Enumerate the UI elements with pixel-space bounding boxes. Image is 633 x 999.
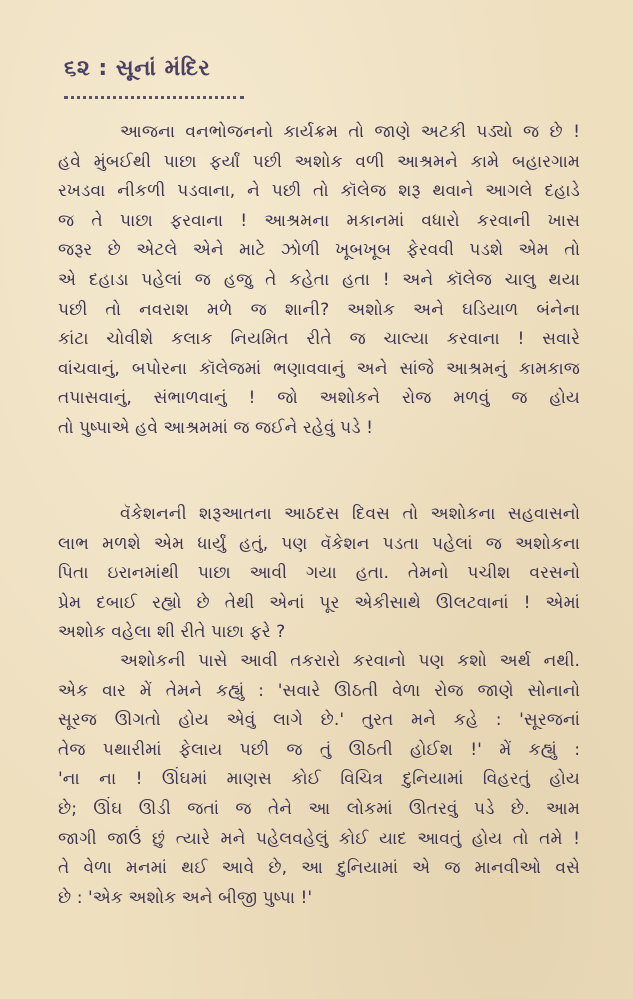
text-line: અશોકની પાસે આવી તકરારો કરવાનો પણ કશો અર્થ નથી. [120,651,580,671]
text-line: પછી તો નવરાશ મળે જ શાની? અશોક અને ઘડિયાળ બંનેના [58,299,580,320]
text-line: પિતા ઇરાનમાંથી પાછા આવી ગયા હતા. તેમનો પચીશ વરસનો [58,563,580,584]
text-line: 'ના ના ! ઊંઘમાં માણસ કોઈ વિચિત્ર દુનિયામાં વિહરતું હોય [58,769,580,790]
paragraph-3 [58,647,580,913]
text-line: જ તે પાછા ફરવાના ! આશ્રમના મકાનમાં વધારો કરવાની ખાસ [58,210,580,231]
text-line: અશોક વહેલા શી રીતે પાછા ફરે ? [58,622,286,643]
text-line: જરૂર છે એટલે એને માટે ઝોળી ખૂબખૂબ ફેરવવી પડશે એમ તો [58,240,580,261]
paragraph-1 [58,118,580,444]
text-line: લાભ મળશે એમ ધાર્યું હતું, પણ વૅકેશન પડતા પહેલાં જ અશોકના [58,533,580,554]
text-line: કાંટા ચોવીશે કલાક નિયમિત રીતે જ ચાલ્યા કરવાના ! સવારે [58,329,580,350]
text-line: તપાસવાનું, સંભાળવાનું ! જો અશોકને રોજ મળવું જ હોય [58,388,580,409]
text-line: એક વાર મેં તેમને કહ્યું : 'સવારે ઊઠતી વેળા રોજ જાણે સોનાનો [58,680,580,701]
text-line: તે વેળા મનમાં થઈ આવે છે, આ દુનિયામાં એ જ માનવીઓ વસે [58,858,580,879]
text-line: આજના વનભોજનનો કાર્યક્રમ તો જાણે અટકી પડ્યો જ છે ! [120,122,580,142]
text-line: પ્રેમ દબાઈ રહ્યો છે તેથી એનાં પૂર એકીસાથે ઊલટવાનાં ! એમાં [58,592,580,613]
text-line: એ દહાડા પહેલાં જ હજુ તે કહેતા હતા ! અને કૉલેજ ચાલુ થયા [58,269,580,290]
text-line: વાંચવાનું, બપોરના કૉલેજમાં ભણાવવાનું અને સાંજે આશ્રમનું કામકાજ [58,358,580,379]
header-dotted-rule [64,96,244,99]
text-line: સૂરજ ઊગતો હોય એવું લાગે છે.' તુરત મને કહે : 'સૂરજનાં [58,710,580,731]
text-line: રખડવા નીકળી પડવાના, ને પછી તો કૉલેજ શરૂ થવાને આગલે દહાડે [58,181,580,202]
text-line: હવે મુંબઈથી પાછા ફર્યાં પછી અશોક વળી આશ્રમને કામે બહારગામ [58,151,580,172]
text-line: તેજ પથારીમાં ફેલાય પછી જ તું ઊઠતી હોઈશ !' મેં કહ્યું : [58,739,580,760]
paragraph-2 [58,500,580,648]
text-line: છે : 'એક અશોક અને બીજી પુષ્પા !' [58,887,313,908]
text-line: જાગી જાઉં છું ત્યારે મને પહેલવહેલું કોઈ યાદ આવતું હોય તો તમે ! [58,828,580,849]
text-line: છે; ઊંઘ ઊડી જતાં જ તેને આ લોકમાં ઊતરવું પડે છે. આમ [58,798,580,819]
running-head: ૬૨ : સૂનાં મંદિર [64,56,211,81]
text-line: તો પુષ્પાએ હવે આશ્રમમાં જ જઈને રહેવું પડે ! [58,417,374,438]
text-line: વૅકેશનની શરૂઆતના આઠદસ દિવસ તો અશોકના સહવાસનો [120,504,580,524]
